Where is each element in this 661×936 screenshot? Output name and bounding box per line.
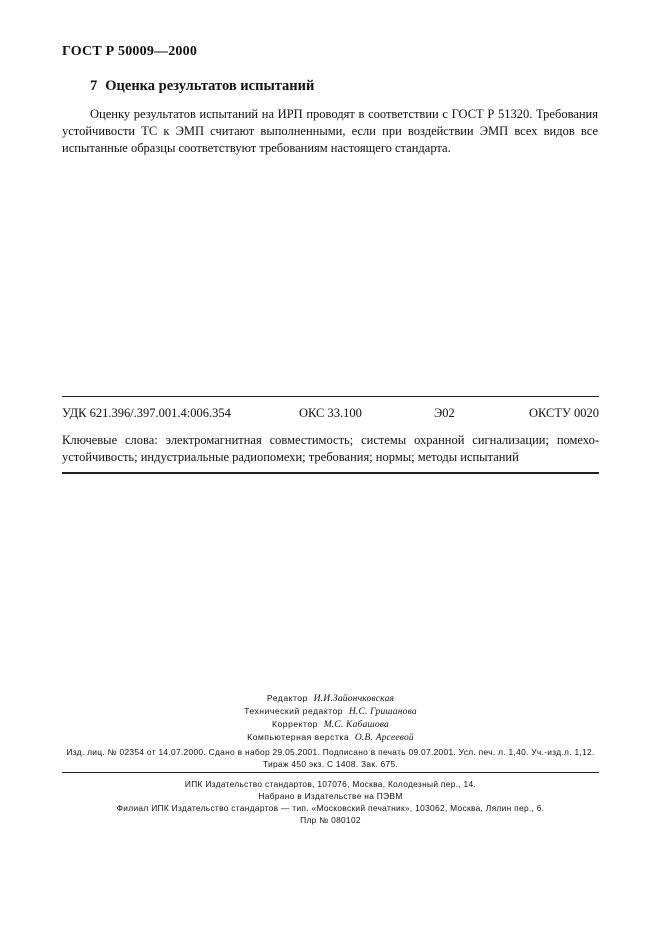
publication-line-1: Изд. лиц. № 02354 от 14.07.2000. Сдано в набор 29.05.2001. Подписано в печать 09.07.2001. Усл. печ. л. 1,40. Уч.-изд.л. 1,12. — [66, 747, 595, 757]
credits-block — [0, 692, 661, 744]
credit-layout: Компьютерная верстка О.В. Арсеевой — [247, 732, 414, 743]
printing-line-2: Набрано в Издательстве на ПЭВМ — [258, 791, 403, 801]
printing-info — [62, 778, 599, 826]
keywords-divider — [62, 472, 599, 474]
udk-code: УДК 621.396/.397.001.4:006.354 — [62, 406, 231, 420]
top-divider — [62, 396, 599, 397]
publication-line-2: Тираж 450 экз. С 1408. Зак. 675. — [262, 759, 399, 769]
section-paragraph: Оценку результатов испытаний на ИРП проводят в соответствии с ГОСТ Р 51320. Требования устойчивости ТС к ЭМП считают выполненными, если при воздействии ЭМП всех видов все испытанные образцы соответствуют требованиям настоящего стандарта. — [62, 107, 598, 155]
credit-editor: Редактор И.И.Зайончковская — [266, 693, 395, 704]
section-number: 7 — [90, 78, 98, 94]
printing-line-3: Филиал ИПК Издательство стандартов — тип. «Московский печатник», 103062, Москва, Лялин пер., 6. — [116, 803, 545, 813]
section-heading — [90, 78, 314, 95]
group-code: Э02 — [434, 406, 455, 420]
credit-tech-editor: Технический редактор Н.С. Гришанова — [244, 706, 417, 717]
printing-line-4: Плр № 080102 — [300, 815, 361, 825]
oks-code: ОКС 33.100 — [299, 406, 362, 420]
printing-line-1: ИПК Издательство стандартов, 107076, Москва, Колодезный пер., 14. — [184, 779, 477, 789]
publication-info — [62, 746, 599, 770]
section-title: Оценка результатов испытаний — [105, 78, 315, 94]
document-code: ГОСТ Р 50009—2000 — [62, 44, 198, 59]
credit-proofreader: Корректор М.С. Кабашова — [272, 719, 389, 730]
keywords: Ключевые слова: электромагнитная совместимость; системы охранной сигнализации; помехо-устойчивость; индустриальные радиопомехи; требования; нормы; методы испытаний — [62, 433, 599, 464]
okstu-code: ОКСТУ 0020 — [528, 406, 599, 420]
printing-divider — [62, 772, 599, 773]
